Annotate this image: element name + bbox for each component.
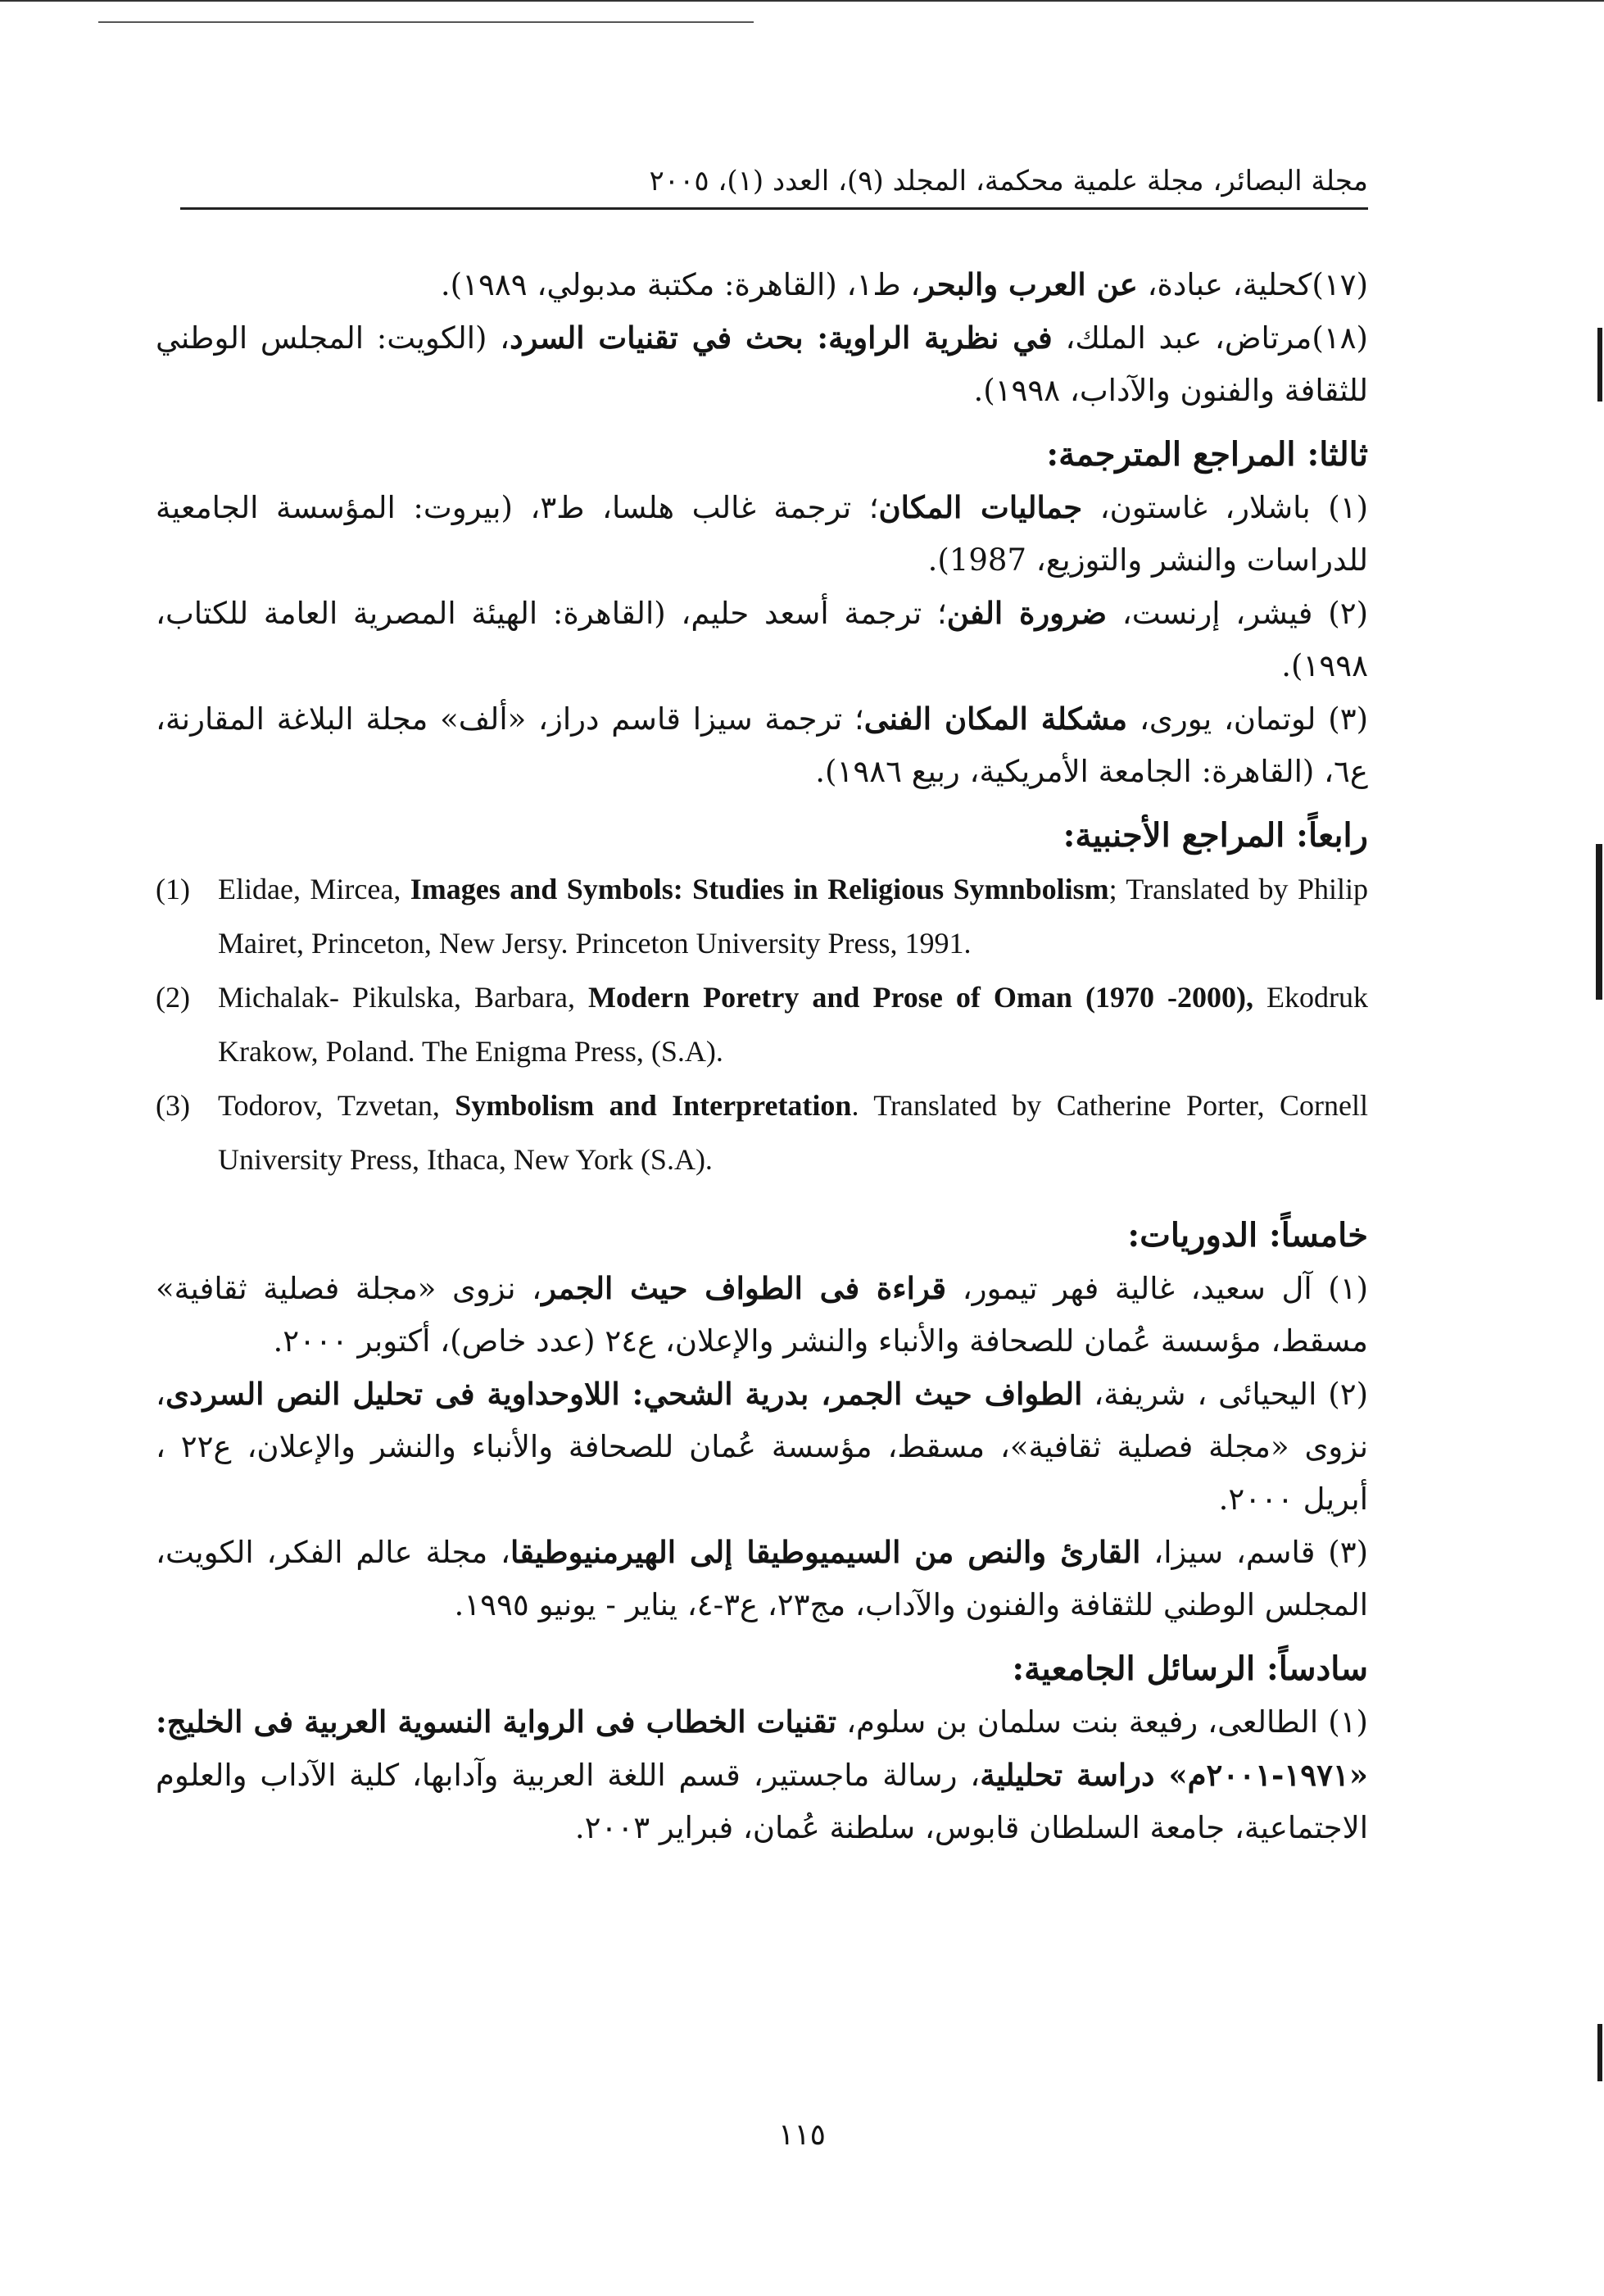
reference-item: (١) باشلار، غاستون، جماليات المكان؛ ترجمة غالب هلسا، ط٣، (بيروت: المؤسسة الجامعية للدراسات والنشر والتوزيع، 1987). (156, 489, 1368, 578)
section-heading-theses: سادساً: الرسائل الجامعية: (1012, 1649, 1368, 1688)
scan-edge-mark (1597, 2024, 1602, 2081)
section-heading-periodicals: خامساً: الدوريات: (1127, 1216, 1368, 1255)
reference-item: (٣) لوتمان، يورى، مشكلة المكان الفنى؛ ترجمة سيزا قاسم دراز، «ألف» مجلة البلاغة المقارنة، ع٦، (القاهرة: الجامعة الأمريكية، ربيع ١٩٨٦). (156, 701, 1368, 789)
reference-item: (2) Michalak- Pikulska, Barbara, Modern Poretry and Prose of Oman (1970 -2000), Ekodruk Krakow, Poland. The Enigma Press, (S.A). (156, 981, 1369, 1068)
reference-item: (١) الطالعى، رفيعة بنت سلمان بن سلوم، تقنيات الخطاب فى الرواية النسوية العربية فى الخليج: «١٩٧١-٢٠٠١م» دراسة تحليلية، رسالة ماجستير، قسم اللغة العربية وآدابها، كلية الآداب والعلوم الاجتماعية، جامعة السلطان قابوس، سلطنة عُمان، فبراير ٢٠٠٣. (156, 1704, 1368, 1845)
reference-item: (1) Elidae, Mircea, Images and Symbols: Studies in Religious Symnbolism; Translated by Philip Mairet, Princeton, New Jersy. Princeton University Press, 1991. (156, 873, 1369, 960)
reference-item: (١) آل سعيد، غالية فهر تيمور، قراءة فى الطواف حيث الجمر، نزوى «مجلة فصلية ثقافية» مسقط، مؤسسة عُمان للصحافة والأنباء والنشر والإعلان، ع٢٤ (عدد خاص)، أكتوبر ٢٠٠٠. (156, 1270, 1369, 1359)
page-number: ١١٥ (777, 2118, 826, 2152)
reference-item: (١٧)كحلية، عبادة، عن العرب والبحر، ط١، (القاهرة: مكتبة مدبولي، ١٩٨٩). (440, 266, 1368, 302)
reference-item: (١٨)مرتاض، عبد الملك، في نظرية الراوية: بحث في تقنيات السرد، (الكويت: المجلس الوطني للثقافة والفنون والآداب، ١٩٩٨). (156, 320, 1368, 408)
section-heading-translated: ثالثا: المراجع المترجمة: (1046, 435, 1368, 474)
running-header: مجلة البصائر، مجلة علمية محكمة، المجلد (٩)، العدد (١)، ٢٠٠٥ (649, 165, 1368, 197)
scan-top-edge (0, 0, 1604, 2)
scan-top-line (98, 21, 754, 23)
header-rule (180, 207, 1368, 210)
reference-item: (٢) فيشر، إرنست، ضرورة الفن؛ ترجمة أسعد حليم، (القاهرة: الهيئة المصرية العامة للكتاب، ١٩٩٨). (156, 595, 1368, 683)
scan-edge-mark (1596, 844, 1602, 1000)
reference-item: (٣) قاسم، سيزا، القارئ والنص من السيميوطيقا إلى الهيرمنيوطيقا، مجلة عالم الفكر، الكويت، المجلس الوطني للثقافة والفنون والآداب، مج٢٣، ع٣-٤، يناير - يونيو ١٩٩٥. (156, 1534, 1369, 1622)
reference-item: (٢) اليحيائى ، شريفة، الطواف حيث الجمر، بدرية الشحي: اللاوحداوية فى تحليل النص السردى، نزوى «مجلة فصلية ثقافية»، مسقط، مؤسسة عُمان للصحافة والأنباء والنشر والإعلان، ع٢٢ ، أبريل ٢٠٠٠. (156, 1376, 1369, 1517)
scan-edge-mark (1597, 328, 1602, 402)
section-heading-foreign: رابعاً: المراجع الأجنبية: (1063, 816, 1368, 855)
references-body (156, 258, 1368, 1854)
reference-item: (3) Todorov, Tzvetan, Symbolism and Interpretation. Translated by Catherine Porter, Cornell University Press, Ithaca, New York (S.A). (156, 1089, 1368, 1176)
